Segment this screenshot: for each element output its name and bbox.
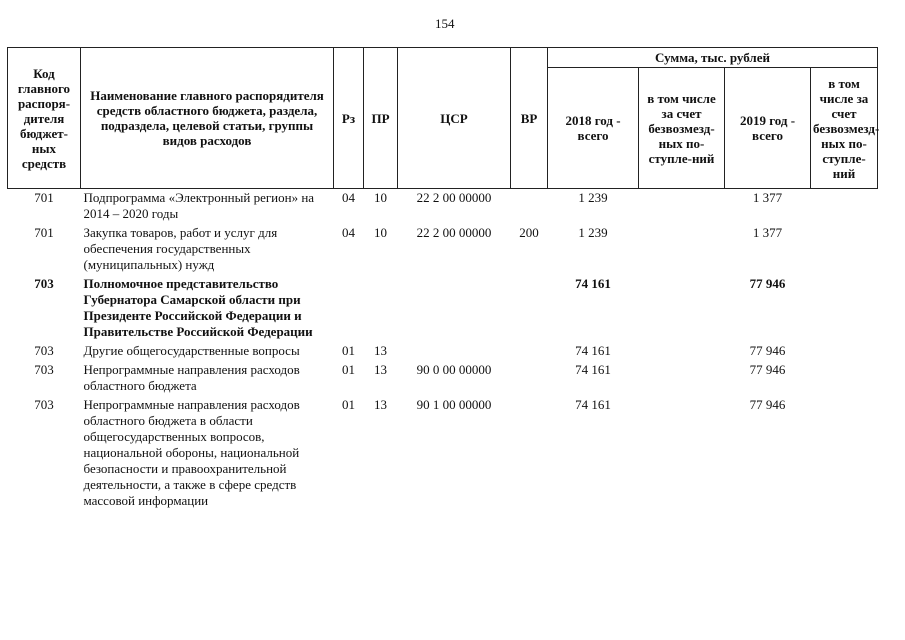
row-2018-total: 1 239 xyxy=(578,225,608,240)
page-number: 154 xyxy=(435,16,455,31)
table-body xyxy=(8,189,878,512)
row-pr: 13 xyxy=(374,397,387,412)
row-csr: 22 2 00 00000 xyxy=(416,225,492,240)
row-2019-free xyxy=(811,361,878,396)
row-2019-total: 77 946 xyxy=(749,362,786,377)
row-vr xyxy=(511,361,548,396)
header-csr: ЦСР xyxy=(398,48,511,189)
header-sum-group: Сумма, тыс. рублей xyxy=(548,48,878,68)
row-csr xyxy=(398,275,511,342)
row-csr xyxy=(398,342,511,361)
row-name: Другие общегосударственные вопросы xyxy=(83,343,300,358)
row-pr: 10 xyxy=(374,190,387,205)
row-2018-free xyxy=(639,224,725,275)
row-code: 701 xyxy=(34,190,54,205)
table-row xyxy=(8,224,878,275)
row-2018-total: 1 239 xyxy=(578,190,608,205)
row-2018-total: 74 161 xyxy=(575,362,611,377)
row-rz: 04 xyxy=(342,225,355,240)
header-2018-free: в том числе за счет безвозмезд-ных по-ступле-ний xyxy=(639,68,725,189)
row-name: Непрограммные направления расходов областного бюджета xyxy=(83,362,300,393)
row-code: 701 xyxy=(34,225,54,240)
table-row xyxy=(8,275,878,342)
row-pr xyxy=(364,275,398,342)
row-2018-free xyxy=(639,361,725,396)
row-csr: 22 2 00 00000 xyxy=(416,190,492,205)
row-rz: 01 xyxy=(342,343,355,358)
row-2018-free xyxy=(639,396,725,511)
header-2019-total: 2019 год - всего xyxy=(725,68,811,189)
row-2018-free xyxy=(639,342,725,361)
row-code: 703 xyxy=(34,362,54,377)
row-2019-total: 1 377 xyxy=(752,190,783,205)
row-name: Непрограммные направления расходов областного бюджета в области общегосударственных вопросов, национальной обороны, национальной безопасности и правоохранительной деятельности, а также в сфере средств массовой информации xyxy=(83,397,300,508)
row-csr: 90 0 00 00000 xyxy=(416,362,492,377)
row-vr xyxy=(511,275,548,342)
row-csr: 90 1 00 00000 xyxy=(416,397,492,412)
row-2018-total: 74 161 xyxy=(575,397,611,412)
row-rz xyxy=(334,275,364,342)
header-pr: ПР xyxy=(364,48,398,189)
row-code: 703 xyxy=(34,343,54,358)
row-code: 703 xyxy=(34,276,54,291)
budget-table xyxy=(7,47,878,511)
table-row xyxy=(8,189,878,225)
row-pr: 10 xyxy=(374,225,387,240)
header-rz: Рз xyxy=(334,48,364,189)
row-vr xyxy=(511,342,548,361)
table-header xyxy=(8,48,878,189)
row-rz: 01 xyxy=(342,397,355,412)
row-2019-total: 77 946 xyxy=(749,343,786,358)
header-vr: ВР xyxy=(511,48,548,189)
table-row xyxy=(8,396,878,511)
row-2018-free xyxy=(639,189,725,225)
row-2019-free xyxy=(811,342,878,361)
row-2018-free xyxy=(639,275,725,342)
table-row xyxy=(8,361,878,396)
header-name: Наименование главного распорядителя средств областного бюджета, раздела, подраздела, целевой статьи, группы видов расходов xyxy=(81,48,334,189)
row-name: Полномочное представительство Губернатора Самарской области при Президенте Российской Федерации и Правительстве Российской Федерации xyxy=(83,276,313,339)
row-2019-total: 77 946 xyxy=(749,397,786,412)
row-2019-total: 1 377 xyxy=(752,225,783,240)
row-name: Закупка товаров, работ и услуг для обеспечения государственных (муниципальных) нужд xyxy=(83,225,278,272)
row-2019-free xyxy=(811,189,878,225)
row-pr: 13 xyxy=(374,343,387,358)
row-name: Подпрограмма «Электронный регион» на 2014 – 2020 годы xyxy=(83,190,315,221)
row-rz: 01 xyxy=(342,362,355,377)
row-2019-free xyxy=(811,396,878,511)
header-2019-free: в том числе за счет безвозмезд-ных по-ступле-ний xyxy=(811,68,878,189)
header-2018-total: 2018 год - всего xyxy=(548,68,639,189)
row-vr xyxy=(511,189,548,225)
row-2018-total: 74 161 xyxy=(575,276,611,291)
row-pr: 13 xyxy=(374,362,387,377)
row-2018-total: 74 161 xyxy=(575,343,611,358)
row-2019-free xyxy=(811,224,878,275)
row-vr xyxy=(511,396,548,511)
row-2019-total: 77 946 xyxy=(749,276,786,291)
table-row xyxy=(8,342,878,361)
header-code: Код главного распоря-дителя бюджет-ных средств xyxy=(8,48,81,189)
row-vr: 200 xyxy=(519,225,539,240)
row-2019-free xyxy=(811,275,878,342)
row-rz: 04 xyxy=(342,190,355,205)
row-code: 703 xyxy=(34,397,54,412)
